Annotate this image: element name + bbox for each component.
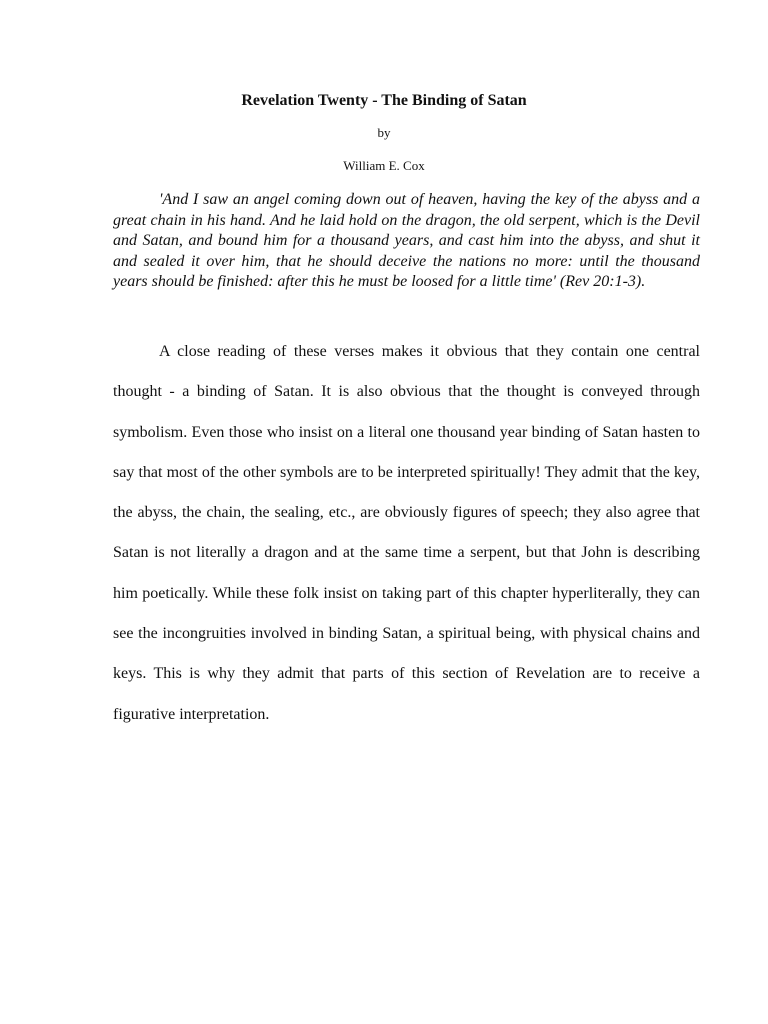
byline: by (377, 125, 391, 140)
scripture-quote: 'And I saw an angel coming down out of heaven, having the key of the abyss and a great chain in his hand. And he laid hold on the dragon, the old serpent, which is the Devil and Satan, and bound him for a thousand years, and cast him into the abyss, and shut it and sealed it over him, that he should deceive the nations no more: until the thousand years should be finished: after this he must be loosed for a little time' (Rev 20:1-3). (113, 191, 700, 290)
document-title: Revelation Twenty - The Binding of Satan (241, 92, 527, 109)
author-name: William E. Cox (343, 158, 425, 173)
body-paragraph: A close reading of these verses makes it obvious that they contain one central thought - a binding of Satan. It is also obvious that the thought is conveyed through symbolism. Even those who insist on a literal one thousand year binding of Satan hasten to say that most of the other symbols are to be interpreted spiritually! They admit that the key, the abyss, the chain, the sealing, etc., are obviously figures of speech; they also agree that Satan is not literally a dragon and at the same time a serpent, but that John is describing him poetically. While these folk insist on taking part of this chapter hyperliterally, they can see the incongruities involved in binding Satan, a spiritual being, with physical chains and keys. This is why they admit that parts of this section of Revelation are to receive a figurative interpretation. (113, 343, 700, 723)
